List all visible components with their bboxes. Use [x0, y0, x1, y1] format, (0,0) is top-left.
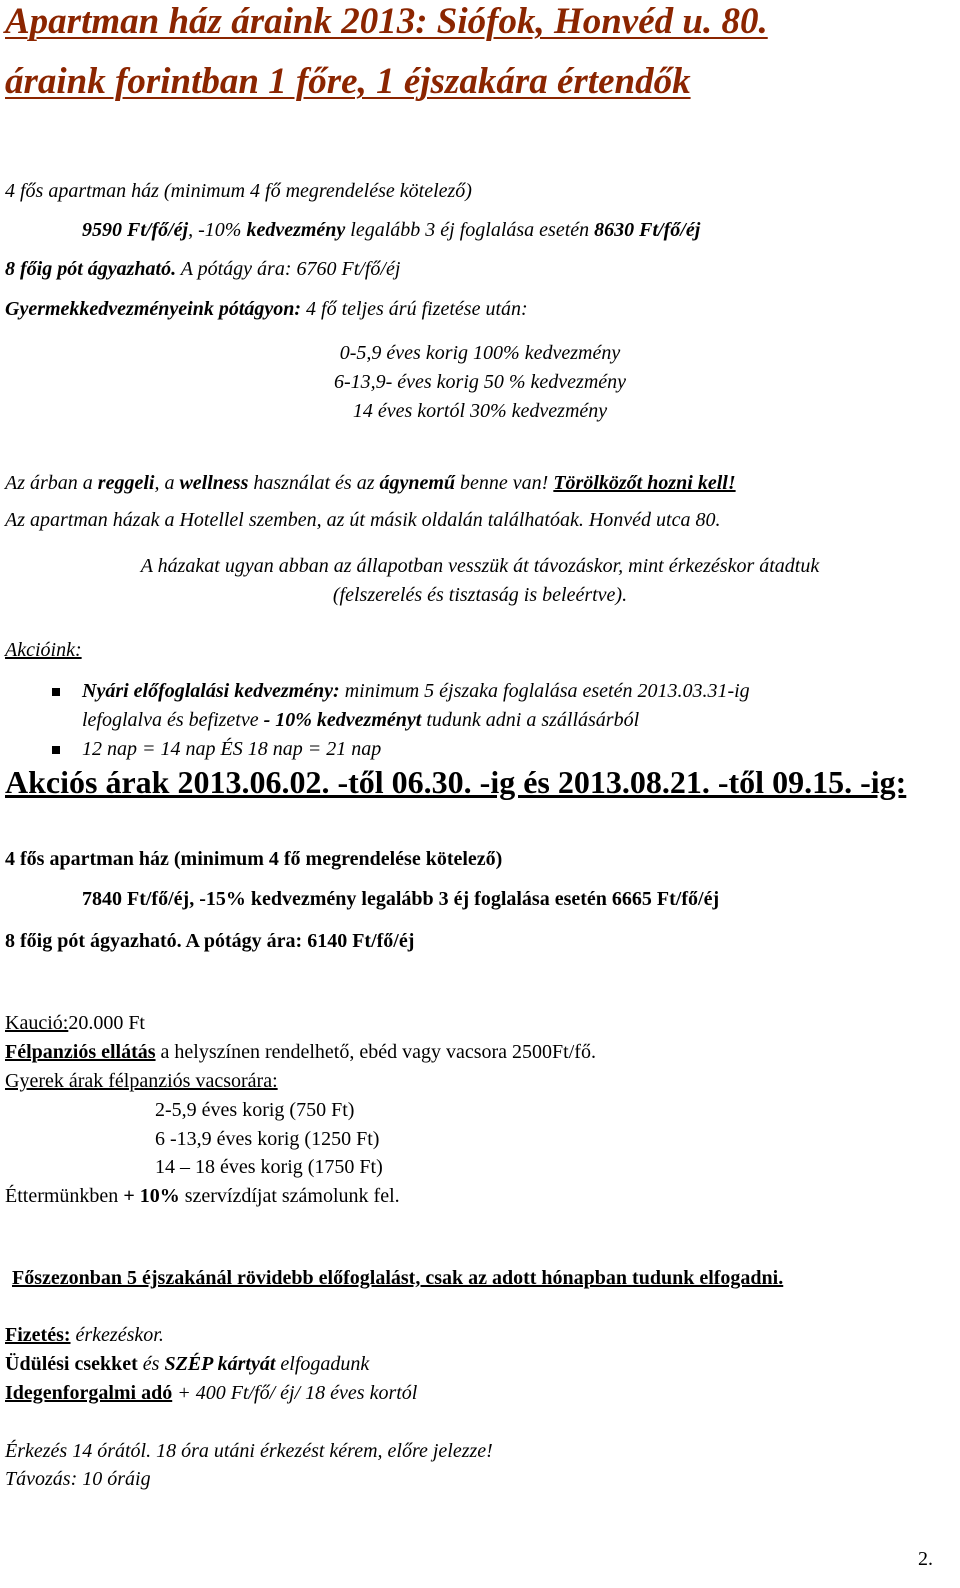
- price-condition: legalább 3 éj foglalása esetén: [345, 219, 595, 241]
- extra-bed-note: 8 főig pót ágyazható.: [5, 258, 177, 280]
- service-charge-text-2: szervízdíjat számolunk fel.: [179, 1185, 400, 1207]
- included-text-1: Az árban a: [5, 472, 98, 494]
- location-address: Honvéd utca 80.: [583, 509, 721, 531]
- departure-line: Távozás: 10 óráig: [5, 1468, 151, 1490]
- deposit-label: Kaució:: [5, 1012, 69, 1034]
- page-number: 2.: [918, 1548, 933, 1570]
- action-item-1-line-2: [82, 709, 639, 732]
- house-heading: 4 fős apartman ház (minimum 4 fő megrendelése kötelező): [5, 180, 472, 202]
- included-line: [5, 472, 736, 495]
- regular-price-line: [82, 219, 700, 242]
- action-item-2: 12 nap = 14 nap ÉS 18 nap = 21 nap: [82, 738, 382, 760]
- included-wellness: wellness: [179, 472, 249, 494]
- peak-season-notice: Főszezonban 5 éjszakánál rövidebb előfoglalást, csak az adott hónapban tudunk elfogadni.: [12, 1267, 784, 1289]
- location-text: Az apartman házak a Hotellel szemben, az út másik oldalán találhatóak.: [5, 509, 584, 531]
- price-discount-prefix: , -10%: [188, 219, 247, 241]
- condition-line-2: (felszerelés és tisztaság is beleértve).: [332, 584, 628, 606]
- included-breakfast: reggeli: [97, 472, 155, 494]
- action-item-1-paid: lefoglalva és befizetve: [82, 709, 259, 731]
- title-line-2: áraink forintban 1 főre, 1 éjszakára értendők: [5, 61, 691, 102]
- action-item-1-label: Nyári előfoglalási kedvezmény:: [82, 680, 340, 702]
- action-item-1-tail: tudunk adni a szállásárból: [421, 709, 640, 731]
- voucher-szep-card: SZÉP kártyát: [164, 1353, 276, 1375]
- deposit-value: 20.000 Ft: [68, 1012, 145, 1034]
- discounted-price: 8630 Ft/fő/éj: [594, 219, 701, 241]
- tourist-tax-line: [5, 1382, 417, 1405]
- action-item-1: [82, 680, 750, 703]
- towel-notice: Törölközőt hozni kell!: [553, 472, 736, 494]
- halfboard-label: Félpanziós ellátás: [5, 1041, 156, 1063]
- service-charge-line: [5, 1185, 400, 1208]
- tourist-tax-value: + 400 Ft/fő/ éj/ 18 éves kortól: [172, 1382, 418, 1404]
- bullet-icon: [52, 746, 60, 754]
- halfboard-line: [5, 1041, 596, 1064]
- halfboard-text: a helyszínen rendelhető, ebéd vagy vacsora 2500Ft/fő.: [155, 1041, 596, 1063]
- voucher-holiday-check: Üdülési csekket: [5, 1353, 138, 1375]
- extra-bed-price: A pótágy ára: 6760 Ft/fő/éj: [176, 258, 401, 280]
- special-prices-heading: Akciós árak 2013.06.02. -től 06.30. -ig és 2013.08.21. -től 09.15. -ig:: [5, 764, 907, 800]
- voucher-accepted: elfogadunk: [275, 1353, 370, 1375]
- payment-label: Fizetés:: [5, 1324, 71, 1346]
- location-line: [5, 509, 721, 532]
- voucher-line: [5, 1353, 369, 1376]
- special-house-heading: 4 fős apartman ház (minimum 4 fő megrendelése kötelező): [5, 848, 503, 870]
- service-charge-percent: + 10%: [123, 1185, 180, 1207]
- kids-price-2: 6 -13,9 éves korig (1250 Ft): [155, 1128, 380, 1150]
- child-discount-condition: 4 fő teljes árú fizetése után:: [301, 298, 528, 320]
- actions-heading: Akcióink:: [5, 639, 82, 661]
- price-discount-word: kedvezmény: [246, 219, 346, 241]
- deposit-line: [5, 1012, 145, 1035]
- payment-value: érkezéskor.: [70, 1324, 164, 1346]
- special-price-line: 7840 Ft/fő/éj, -15% kedvezmény legalább 3 éj foglalása esetén 6665 Ft/fő/éj: [82, 888, 720, 910]
- action-item-1-text: minimum 5 éjszaka foglalása esetén 2013.03.31-ig: [339, 680, 750, 702]
- condition-line-1: A házakat ugyan abban az állapotban vesszük át távozáskor, mint érkezéskor átadtuk: [140, 555, 820, 577]
- bullet-icon: [52, 688, 60, 696]
- child-discount-heading: [5, 298, 528, 321]
- child-discount-label: Gyermekkedvezményeink pótágyon:: [5, 298, 302, 320]
- child-discount-2: 6-13,9- éves korig 50 % kedvezmény: [333, 371, 627, 393]
- title-line-1: Apartman ház áraink 2013: Siófok, Honvéd u. 80.: [5, 1, 768, 42]
- price-per-night: 9590 Ft/fő/éj: [82, 219, 189, 241]
- kids-price-heading: Gyerek árak félpanziós vacsorára:: [5, 1070, 278, 1092]
- tourist-tax-label: Idegenforgalmi adó: [5, 1382, 173, 1404]
- service-charge-text-1: Éttermünkben: [5, 1185, 124, 1207]
- included-text-2: , a: [154, 472, 180, 494]
- action-item-1-discount: - 10% kedvezményt: [258, 709, 422, 731]
- child-discount-3: 14 éves kortól 30% kedvezmény: [352, 400, 608, 422]
- kids-price-3: 14 – 18 éves korig (1750 Ft): [155, 1156, 383, 1178]
- voucher-and: és: [137, 1353, 165, 1375]
- payment-line: [5, 1324, 164, 1347]
- extra-bed-line: [5, 258, 400, 281]
- child-discount-1: 0-5,9 éves korig 100% kedvezmény: [339, 342, 621, 364]
- included-text-4: benne van!: [455, 472, 554, 494]
- included-text-3: használat és az: [248, 472, 380, 494]
- arrival-line: Érkezés 14 órától. 18 óra utáni érkezést kérem, előre jelezze!: [5, 1440, 493, 1462]
- included-bedding: ágynemű: [379, 472, 456, 494]
- special-extra-bed: 8 főig pót ágyazható. A pótágy ára: 6140 Ft/fő/éj: [5, 930, 415, 952]
- kids-price-1: 2-5,9 éves korig (750 Ft): [155, 1099, 355, 1121]
